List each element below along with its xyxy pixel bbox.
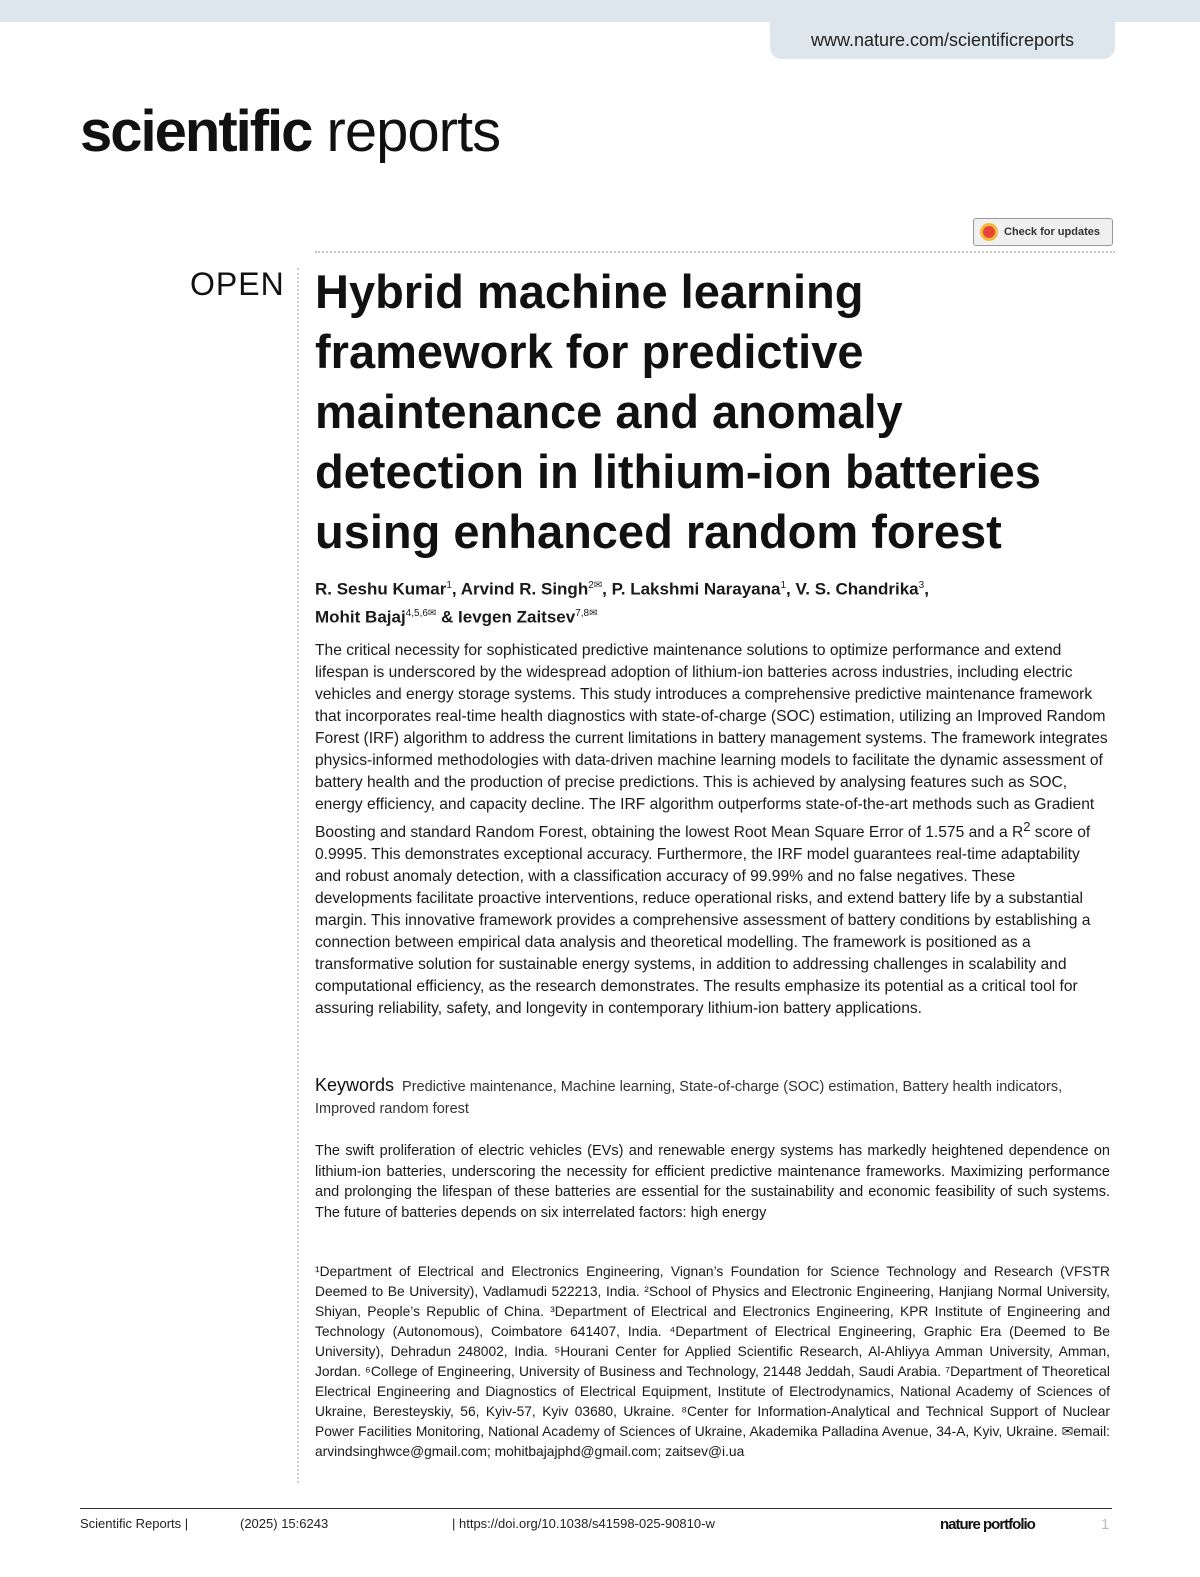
affiliations-footnote: ¹Department of Electrical and Electronics Engineering, Vignan’s Foundation for Science Technology and Research (VFSTR Deemed to Be University), Vadlamudi 522213, India. ²School of Physics and Electronic Engineering, Hanjiang Normal University, Shiyan, People’s Republic of China. ³Department of Electrical and Electronics Engineering, KPR Institute of Engineering and Technology (Autonomous), Coimbatore 641407, India. ⁴Department of Electrical Engineering, Graphic Era (Deemed to Be University), Dehradun 248002, India. ⁵Hourani Center for Applied Scientific Research, Al-Ahliyya Amman University, Amman, Jordan. ⁶College of Engineering, University of Business and Technology, 21448 Jeddah, Saudi Arabia. ⁷Department of Theoretical Electrical Engineering and Diagnostics of Electrical Equipment, Institute of Electrodynamics, National Academy of Sciences of Ukraine, Beresteyskiy, 56, Kyiv-57, Kyiv 03680, Ukraine. ⁸Center for Information-Analytical and Technical Support of Nuclear Power Facilities Monitoring, National Academy of Sciences of Ukraine, Akademika Palladina Avenue, 34-A, Kyiv, Ukraine. ✉email: arvindsinghwce@gmail.com; mohitbajajphd@gmail.com; zaitsev@i.ua <box>315 1264 1110 1459</box>
author-separator: & <box>436 607 459 627</box>
open-access-label: OPEN <box>190 266 285 302</box>
introduction-paragraph: The swift proliferation of electric vehicles (EVs) and renewable energy systems has markedly heightened dependence on lithium-ion batteries, underscoring the necessity for efficient predictive maintenance frameworks. Maximizing performance and prolonging the lifespan of these batteries are essential for the sustainability and economic feasibility of such systems. The future of batteries depends on six interrelated factors: high energy <box>315 1143 1110 1221</box>
author-separator: , <box>602 579 612 599</box>
abstract-text-part1: The critical necessity for sophisticated predictive maintenance solutions to optimize performance and extend lifespan is underscored by the widespread adoption of lithium-ion batteries across industries, including electric vehicles and energy storage systems. This study introduces a comprehensive predictive maintenance framework that incorporates real-time health diagnostics with state-of-charge (SOC) estimation, utilizing an Improved Random Forest (IRF) algorithm to address the current limitations in battery management systems. The framework integrates physics-informed methodologies with data-driven machine learning models to facilitate the dynamic assessment of battery health and the production of precise predictions. This is achieved by analysing features such as SOC, energy efficiency, and capacity decline. The IRF algorithm outperforms state-of-the-art methods such as Gradient Boosting and standard Random Forest, obtaining the lowest Root Mean Square Error of 1.575 and a R <box>315 642 1108 842</box>
author-affiliation-sup: 2✉ <box>588 580 603 591</box>
keywords-text: Predictive maintenance, Machine learning, State-of-charge (SOC) estimation, Battery health indicators, Improved random forest <box>315 1079 1063 1117</box>
abstract-superscript: 2 <box>1023 819 1031 834</box>
author-affiliation-sup: 4,5,6✉ <box>405 607 437 619</box>
author-name[interactable]: P. Lakshmi Narayana <box>611 579 781 599</box>
margin-divider <box>297 268 299 1483</box>
journal-url[interactable]: www.nature.com/scientificreports <box>770 22 1115 59</box>
author-separator: , <box>924 579 929 599</box>
author-name[interactable]: R. Seshu Kumar <box>315 579 447 599</box>
page-number: 1 <box>1101 1516 1110 1533</box>
author-affiliation-sup: 7,8✉ <box>575 607 598 619</box>
author-name[interactable]: V. S. Chandrika <box>795 579 919 599</box>
header-divider <box>315 251 1115 253</box>
author-affiliation-sup: 1 <box>780 580 787 591</box>
logo-bold-text: scientific <box>80 99 312 164</box>
abstract <box>315 640 1110 1020</box>
author-affiliation-sup: 3 <box>918 580 925 591</box>
footer-rule <box>80 1508 1112 1509</box>
update-badge-icon <box>980 223 998 241</box>
author-name[interactable]: Arvind R. Singh <box>460 579 589 599</box>
logo-light-text: reports <box>311 99 501 164</box>
author-affiliation-sup: 1 <box>446 580 452 591</box>
keywords-block <box>315 1074 1110 1120</box>
article-title: Hybrid machine learning framework for predictive maintenance and anomaly detection in lithium-ion batteries using enhanced random forest <box>315 265 1041 558</box>
check-for-updates-label: Check for updates <box>1004 226 1100 238</box>
author-separator: , <box>451 579 461 599</box>
footer-journal: Scientific Reports | <box>80 1516 189 1531</box>
author-list <box>315 574 1105 629</box>
top-bar <box>0 0 1200 22</box>
journal-logo <box>80 98 500 165</box>
author-name[interactable]: Mohit Bajaj <box>315 607 406 627</box>
abstract-text-part2: score of 0.9995. This demonstrates exceptional accuracy. Furthermore, the IRF model guarantees real-time adaptability and robust anomaly detection, with a classification accuracy of 99.99% and no false negatives. These developments facilitate proactive interventions, reduce operational risks, and extend battery life by a substantial margin. This innovative framework provides a comprehensive assessment of battery conditions by establishing a connection between empirical data analysis and theoretical modelling. The framework is positioned as a transformative solution for sustainable energy systems, in addition to addressing challenges in scalability and computational efficiency, as the research demonstrates. The results emphasize its potential as a critical tool for assuring reliability, safety, and longevity in contemporary lithium-ion battery applications. <box>315 824 1091 1018</box>
author-name[interactable]: Ievgen Zaitsev <box>458 607 576 627</box>
keywords-label: Keywords <box>315 1075 395 1095</box>
footer-issue: (2025) 15:6243 <box>240 1516 329 1531</box>
footer-publisher-logo: nature portfolio <box>940 1516 1035 1533</box>
check-for-updates-button[interactable] <box>973 218 1113 246</box>
footer-doi-link[interactable]: | https://doi.org/10.1038/s41598-025-90810-w <box>452 1516 715 1531</box>
author-separator: , <box>786 579 796 599</box>
